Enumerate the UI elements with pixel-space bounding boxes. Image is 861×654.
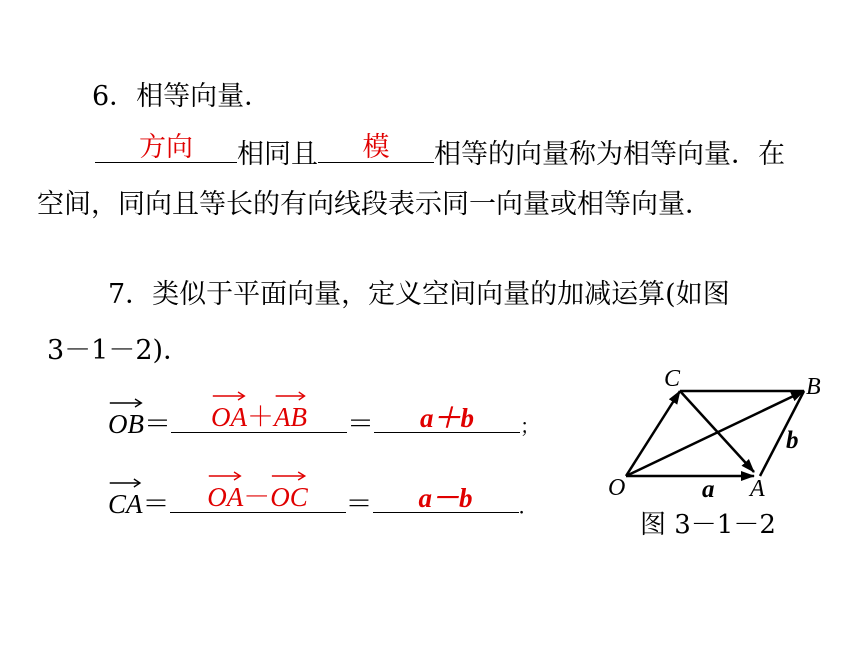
- equals-sign: ＝: [142, 489, 170, 520]
- label-vector-b: b: [786, 427, 799, 454]
- equals-sign-2: ＝: [347, 409, 374, 440]
- item6-text2: 相等的向量称为相等向量．在: [434, 139, 785, 170]
- answer-oa-plus-ab: OA＋ AB: [171, 400, 347, 435]
- answer-blank-ob-2[interactable]: [374, 404, 520, 433]
- equals-sign: ＝: [144, 409, 171, 440]
- item7-heading: 7．类似于平面向量，定义空间向量的加减运算(如图: [108, 279, 730, 310]
- item6-line1: [95, 134, 785, 172]
- answer-magnitude: 模: [362, 132, 390, 163]
- answer-blank-2[interactable]: [318, 134, 434, 163]
- vector-ca: CA: [108, 487, 143, 522]
- label-c: C: [664, 366, 681, 392]
- vector-ob: OB: [108, 407, 144, 442]
- equation-ob: [108, 404, 540, 443]
- answer-oa-minus-oc: OA－ OC: [170, 480, 346, 515]
- figure-caption: 图 3－1－2: [640, 510, 776, 540]
- answer-blank-ob-1[interactable]: [171, 404, 347, 433]
- item6-text1: 相同且: [237, 139, 318, 170]
- label-b: B: [806, 374, 821, 400]
- answer-blank-ca-1[interactable]: [170, 484, 346, 513]
- vector-ca-line: [680, 391, 754, 472]
- answer-blank-1[interactable]: [95, 134, 237, 163]
- answer-a-minus-b: a－b: [418, 483, 473, 513]
- equation-ca: [108, 484, 539, 523]
- answer-direction: 方向: [139, 132, 193, 163]
- semicolon: ；: [520, 414, 540, 438]
- period: ．: [518, 494, 539, 518]
- label-vector-a: a: [702, 476, 715, 503]
- equals-sign-2: ＝: [345, 489, 373, 520]
- label-o: O: [608, 475, 626, 501]
- item7-heading-cont: 3－1－2)．: [47, 335, 191, 366]
- answer-a-plus-b: a＋b: [420, 403, 474, 433]
- answer-blank-ca-2[interactable]: [373, 484, 519, 513]
- item6-heading: 6．相等向量．: [92, 81, 272, 112]
- item6-line2: 空间，同向且等长的有向线段表示同一向量或相等向量．: [37, 189, 712, 220]
- label-a: A: [750, 476, 765, 502]
